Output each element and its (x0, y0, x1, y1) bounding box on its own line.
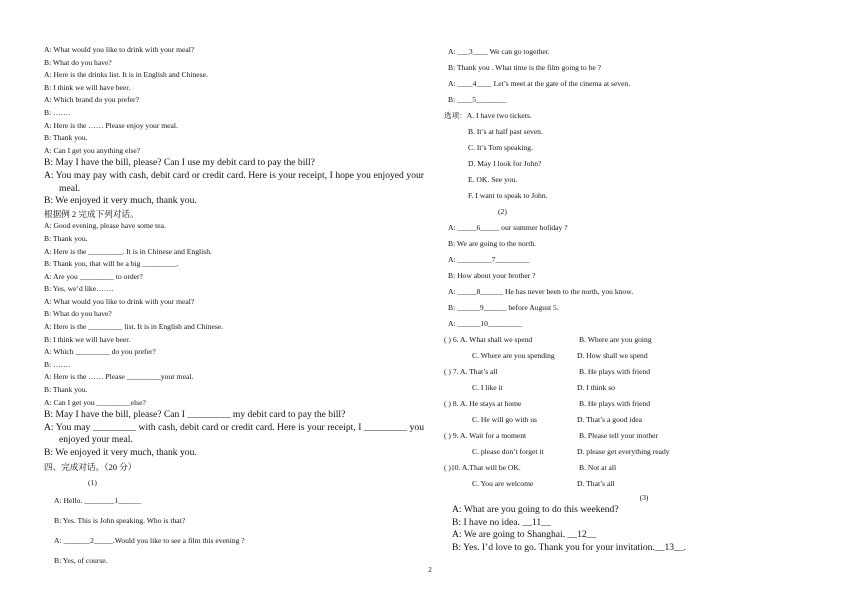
dialogue-line: B: Yes. This is John speaking. Who is that? (54, 515, 186, 525)
choice-row (444, 444, 844, 460)
dialogue-line: A: You may pay with cash, debit card or credit card. Here is your receipt, I hope you enjoyed your meal. (44, 169, 424, 194)
choice-row (444, 348, 844, 364)
dialogue-line: B: Thank you, that will be a big _________. (44, 259, 179, 269)
choice-d: D. please get everything ready (577, 447, 670, 456)
dialogue-line: A: Here is the _________ list. It is in English and Chinese. (44, 322, 224, 332)
dialogue-line: A: _________7_________ (448, 255, 530, 264)
choice-b: B. Not at all (579, 463, 617, 472)
choice-d: D. That’s a good idea (577, 415, 643, 424)
dialogue-line: A: Good evening, please have some tea. (44, 221, 166, 231)
option-item: B. It’s at half past seven. (468, 127, 543, 136)
dialogue-line: A: ___3____ We can go together. (448, 47, 550, 56)
dialogue-line: B: Yes, of course. (54, 555, 108, 565)
choice-row (444, 476, 844, 492)
option-item: D. May I look for John? (468, 159, 542, 168)
choice-b: B. He plays with friend (579, 399, 651, 408)
dialogue-line: B: ____5________ (448, 95, 507, 104)
dialogue-line: A: Here is the …… Please enjoy your meal. (44, 120, 178, 130)
choice-d: D. That’s all (577, 479, 615, 488)
dialogue-line: B: We enjoyed it very much, thank you. (44, 195, 197, 207)
choice-c: C. please don’t forget it (472, 447, 544, 456)
choice-c: C. He will go with us (472, 415, 537, 424)
choice-d: D. I think so (577, 383, 615, 392)
dialogue-line: B: ……. (44, 107, 71, 117)
option-item: C. It’s Tom speaking. (468, 143, 533, 152)
choice-row (444, 364, 844, 380)
choice-a: ( ) 6. A. What shall we spend (444, 335, 533, 344)
dialogue-line: A: _____6_____ our summer holiday ? (448, 223, 568, 232)
dialogue-line: B: Thank you. (44, 233, 88, 243)
page-number: 2 (428, 566, 432, 574)
dialogue-line: A: Can I get you anything else? (44, 145, 141, 155)
dialogue-line: A: Are you _________ to order? (44, 271, 143, 281)
dialogue-line: B: Thank you. (44, 133, 88, 143)
dialogue-line: A: What are you going to do this weekend? (452, 504, 619, 515)
right-column (444, 44, 844, 554)
dialogue-line: A: Here is the _________. It is in Chinese and English. (44, 246, 212, 256)
choice-c: C. You are welcome (472, 479, 534, 488)
dialogue-line: B: ……. (44, 359, 71, 369)
subsection-number: (3) (639, 493, 649, 502)
dialogue-line: A: Here is the …… Please _________your meal. (44, 372, 194, 382)
choice-row (444, 332, 844, 348)
dialogue-line: B: I have no idea. __11__ (452, 516, 551, 528)
dialogue-line: A: Can I get you _________else? (44, 397, 146, 407)
dialogue-line: B: What do you have? (44, 309, 112, 319)
dialogue-line: A: ____4____ Let’s meet at the gate of the cinema at seven. (448, 79, 631, 88)
dialogue-line: A: _______2_____.Would you like to see a film this evening ? (54, 535, 245, 545)
dialogue-line: B: We are going to the north. (448, 239, 537, 248)
section-heading: 四、完成对话。（20 分） (44, 461, 137, 472)
dialogue-line: B: Yes, we’d like……. (44, 284, 114, 294)
choice-b: B. Where are you going (579, 335, 652, 344)
dialogue-line: A: Which brand do you prefer? (44, 95, 139, 105)
dialogue-line: A: Here is the drinks list. It is in English and Chinese. (44, 70, 208, 80)
choice-row (444, 412, 844, 428)
exercise-instruction: 根据例 2 完成下列对话。 (44, 208, 139, 219)
dialogue-line: B: Thank you . What time is the film going to be ? (448, 63, 602, 72)
dialogue-line: B: May I have the bill, please? Can I _________ my debit card to pay the bill? (44, 409, 346, 421)
dialogue-line: B: I think we will have beer. (44, 82, 131, 92)
dialogue-line: A: What would you like to drink with your meal? (44, 296, 195, 306)
dialogue-line: B: Thank you. (44, 385, 88, 395)
dialogue-line: B: How about your brother ? (448, 271, 536, 280)
choice-d: D. How shall we spend (577, 351, 648, 360)
choice-b: B. He plays with friend (579, 367, 651, 376)
dialogue-line: A: You may _________ with cash, debit card or credit card. Here is your receipt, I _________ you enjoyed your meal. (44, 421, 424, 446)
dialogue-line: B: I think we will have beer. (44, 334, 131, 344)
choice-c: C. I like it (472, 383, 503, 392)
choice-a: ( )10. A.That will be OK. (444, 463, 521, 472)
dialogue-line: B: What do you have? (44, 57, 112, 67)
dialogue-line: B: ______9______ before August 5. (448, 303, 559, 312)
subsection-number: (2) (498, 207, 507, 216)
dialogue-line: A: Which _________ do you prefer? (44, 347, 156, 357)
dialogue-line: B: We enjoyed it very much, thank you. (44, 447, 197, 458)
choice-row (444, 380, 844, 396)
choice-a: ( ) 7. A. That’s all (444, 367, 498, 376)
choice-c: C. Where are you spending (472, 351, 555, 360)
choice-row (444, 460, 844, 476)
dialogue-line: A: _____8______ He has never been to the north, you know. (448, 287, 634, 296)
choice-row (444, 428, 844, 444)
dialogue-line: A: What would you like to drink with your meal? (44, 45, 195, 54)
choice-a: ( ) 8. A. He stays at home (444, 399, 522, 408)
choice-row (444, 396, 844, 412)
subsection-number: (1) (88, 477, 97, 487)
choice-b: B. Please tell your mother (579, 431, 659, 440)
dialogue-line: A: ______10_________ (448, 319, 523, 328)
left-column (44, 44, 424, 571)
options-heading: 选项：A. I have two tickets. (444, 111, 532, 120)
option-item: E. OK. See you. (468, 175, 518, 184)
dialogue-line: B: Yes. I’d love to go. Thank you for your invitation.__13__. (452, 541, 687, 553)
dialogue-line: A: Hello. ________1______ (54, 495, 142, 505)
option-item: F. I want to speak to John. (468, 191, 548, 200)
choice-a: ( ) 9. A. Wait for a moment (444, 431, 527, 440)
dialogue-line: B: May I have the bill, please? Can I use my debit card to pay the bill? (44, 157, 315, 169)
dialogue-line: A: We are going to Shanghai. __12__ (452, 529, 597, 541)
